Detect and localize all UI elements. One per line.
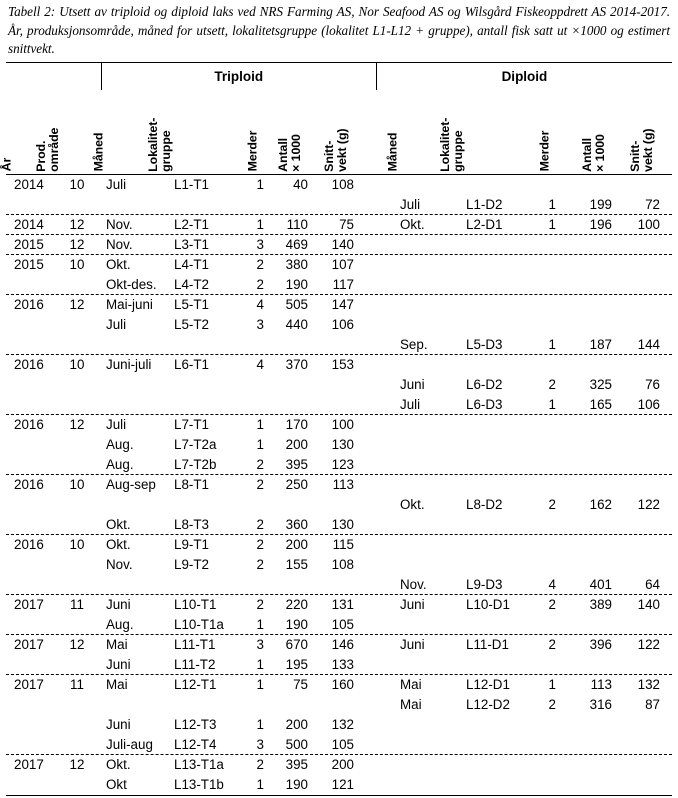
column-header-row bbox=[0, 90, 672, 174]
cell-prod-omrade: 10 bbox=[69, 176, 85, 192]
cell-merder-triploid: 3 bbox=[256, 636, 264, 652]
cell-snittvekt-diploid: 122 bbox=[637, 636, 660, 652]
column-header-line: Antall bbox=[580, 137, 595, 172]
cell-lokalitet-triploid: L5-T1 bbox=[174, 296, 209, 312]
table-body bbox=[6, 175, 672, 795]
cell-lokalitet-triploid: L7-T2a bbox=[174, 436, 217, 452]
cell-maned-triploid: Juni bbox=[106, 656, 131, 672]
column-header-line: Merder bbox=[245, 131, 260, 172]
table-row bbox=[6, 295, 672, 315]
cell-snittvekt-diploid: 87 bbox=[645, 696, 660, 712]
column-header-line: År bbox=[0, 158, 14, 172]
cell-antall-triploid: 170 bbox=[285, 416, 308, 432]
cell-lokalitet-diploid: L8-D2 bbox=[466, 496, 503, 512]
cell-antall-triploid: 200 bbox=[285, 436, 308, 452]
cell-lokalitet-triploid: L10-T1 bbox=[174, 596, 217, 612]
column-header-line: × 1000 bbox=[593, 134, 608, 172]
cell-maned-diploid: Sep. bbox=[400, 336, 428, 352]
column-header-line: Prod. bbox=[34, 140, 49, 172]
cell-antall-triploid: 440 bbox=[285, 316, 308, 332]
cell-snittvekt-triploid: 108 bbox=[331, 556, 354, 572]
cell-snittvekt-diploid: 76 bbox=[645, 376, 660, 392]
cell-merder-triploid: 1 bbox=[256, 436, 264, 452]
cell-antall-diploid: 316 bbox=[589, 696, 612, 712]
cell-lokalitet-diploid: L6-D3 bbox=[466, 396, 503, 412]
cell-snittvekt-triploid: 200 bbox=[331, 756, 354, 772]
column-header-lokalitet-triploid bbox=[147, 118, 174, 172]
cell-merder-triploid: 2 bbox=[256, 476, 264, 492]
cell-snittvekt-triploid: 147 bbox=[331, 296, 354, 312]
table-row bbox=[6, 415, 672, 435]
table-row bbox=[6, 395, 672, 415]
cell-merder-diploid: 1 bbox=[548, 336, 556, 352]
cell-merder-diploid: 4 bbox=[548, 576, 556, 592]
cell-lokalitet-triploid: L12-T1 bbox=[174, 676, 217, 692]
table-row bbox=[6, 715, 672, 735]
cell-lokalitet-triploid: L4-T2 bbox=[174, 276, 209, 292]
cell-maned-triploid: Mai bbox=[106, 676, 128, 692]
cell-antall-triploid: 200 bbox=[285, 536, 308, 552]
cell-lokalitet-triploid: L1-T1 bbox=[174, 176, 209, 192]
table-row bbox=[6, 755, 672, 775]
cell-merder-diploid: 1 bbox=[548, 676, 556, 692]
group-header-diploid: Diploid bbox=[501, 68, 548, 84]
cell-merder-triploid: 2 bbox=[256, 556, 264, 572]
table-row bbox=[6, 475, 672, 495]
cell-merder-diploid: 1 bbox=[548, 396, 556, 412]
cell-merder-triploid: 1 bbox=[256, 776, 264, 792]
cell-antall-triploid: 360 bbox=[285, 516, 308, 532]
cell-prod-omrade: 12 bbox=[69, 236, 85, 252]
cell-snittvekt-triploid: 107 bbox=[331, 256, 354, 272]
table-row bbox=[6, 635, 672, 655]
cell-antall-diploid: 187 bbox=[589, 336, 612, 352]
cell-snittvekt-triploid: 160 bbox=[331, 676, 354, 692]
column-header-line: Antall bbox=[276, 137, 291, 172]
column-header-maned-triploid bbox=[93, 133, 106, 172]
cell-merder-diploid: 2 bbox=[548, 636, 556, 652]
cell-snittvekt-triploid: 133 bbox=[331, 656, 354, 672]
cell-snittvekt-diploid: 100 bbox=[637, 216, 660, 232]
cell-antall-triploid: 200 bbox=[285, 716, 308, 732]
column-header-line: vekt (g) bbox=[335, 128, 350, 172]
cell-snittvekt-diploid: 122 bbox=[637, 496, 660, 512]
column-header-line: gruppe bbox=[159, 130, 174, 172]
cell-lokalitet-triploid: L8-T3 bbox=[174, 516, 209, 532]
cell-antall-triploid: 670 bbox=[285, 636, 308, 652]
cell-snittvekt-triploid: 153 bbox=[331, 356, 354, 372]
cell-antall-triploid: 500 bbox=[285, 736, 308, 752]
cell-maned-diploid: Okt. bbox=[400, 496, 425, 512]
cell-merder-triploid: 2 bbox=[256, 256, 264, 272]
cell-maned-triploid: Juni bbox=[106, 596, 131, 612]
table-row bbox=[6, 495, 672, 515]
cell-maned-triploid: Juli bbox=[106, 316, 127, 332]
cell-maned-diploid: Mai bbox=[400, 676, 422, 692]
cell-lokalitet-diploid: L2-D1 bbox=[466, 216, 503, 232]
cell-maned-diploid: Okt. bbox=[400, 216, 425, 232]
cell-antall-triploid: 505 bbox=[285, 296, 308, 312]
table-row bbox=[6, 195, 672, 215]
cell-snittvekt-triploid: 117 bbox=[332, 276, 354, 292]
cell-antall-triploid: 75 bbox=[293, 676, 308, 692]
cell-ar: 2014 bbox=[14, 176, 44, 192]
cell-antall-triploid: 380 bbox=[285, 256, 308, 272]
cell-snittvekt-diploid: 140 bbox=[637, 596, 660, 612]
cell-maned-triploid: Aug. bbox=[106, 456, 134, 472]
cell-snittvekt-diploid: 72 bbox=[645, 196, 660, 212]
cell-maned-triploid: Okt. bbox=[106, 756, 131, 772]
cell-antall-triploid: 190 bbox=[285, 276, 308, 292]
cell-prod-omrade: 10 bbox=[69, 356, 85, 372]
cell-merder-triploid: 3 bbox=[256, 316, 264, 332]
cell-antall-triploid: 190 bbox=[285, 776, 308, 792]
column-header-line: Snitt- bbox=[322, 140, 337, 172]
cell-antall-triploid: 395 bbox=[285, 756, 308, 772]
cell-lokalitet-triploid: L7-T2b bbox=[174, 456, 217, 472]
cell-maned-diploid: Juni bbox=[400, 636, 425, 652]
table-row bbox=[6, 655, 672, 675]
cell-maned-triploid: Juli bbox=[106, 416, 127, 432]
cell-merder-diploid: 2 bbox=[548, 696, 556, 712]
table-row bbox=[6, 555, 672, 575]
cell-ar: 2017 bbox=[14, 636, 44, 652]
cell-maned-diploid: Juni bbox=[400, 596, 425, 612]
cell-ar: 2015 bbox=[14, 256, 44, 272]
table-row bbox=[6, 515, 672, 535]
cell-ar: 2016 bbox=[14, 416, 44, 432]
cell-prod-omrade: 12 bbox=[69, 216, 85, 232]
cell-lokalitet-triploid: L13-T1b bbox=[174, 776, 224, 792]
cell-lokalitet-triploid: L9-T1 bbox=[174, 536, 209, 552]
cell-merder-diploid: 2 bbox=[548, 376, 556, 392]
cell-snittvekt-triploid: 113 bbox=[332, 476, 354, 492]
data-table bbox=[0, 62, 672, 796]
cell-lokalitet-triploid: L4-T1 bbox=[174, 256, 209, 272]
cell-snittvekt-triploid: 105 bbox=[331, 616, 354, 632]
cell-maned-triploid: Nov. bbox=[106, 236, 133, 252]
cell-merder-triploid: 2 bbox=[256, 516, 264, 532]
cell-merder-triploid: 1 bbox=[256, 616, 264, 632]
cell-lokalitet-diploid: L10-D1 bbox=[466, 596, 510, 612]
cell-prod-omrade: 10 bbox=[69, 536, 85, 552]
cell-ar: 2017 bbox=[14, 596, 44, 612]
cell-snittvekt-triploid: 140 bbox=[331, 236, 354, 252]
table-row bbox=[6, 355, 672, 375]
cell-merder-triploid: 1 bbox=[256, 176, 264, 192]
column-header-line: Lokalitet- bbox=[146, 117, 161, 172]
cell-lokalitet-triploid: L2-T1 bbox=[174, 216, 209, 232]
cell-lokalitet-triploid: L3-T1 bbox=[174, 236, 209, 252]
cell-lokalitet-diploid: L12-D1 bbox=[466, 676, 510, 692]
cell-lokalitet-diploid: L11-D1 bbox=[466, 636, 509, 652]
column-header-line: gruppe bbox=[451, 130, 466, 172]
cell-antall-triploid: 395 bbox=[285, 456, 308, 472]
cell-antall-triploid: 110 bbox=[286, 216, 308, 232]
table-row bbox=[6, 595, 672, 615]
table-row bbox=[6, 235, 672, 255]
cell-antall-triploid: 190 bbox=[285, 616, 308, 632]
table-row bbox=[6, 335, 672, 355]
table-row bbox=[6, 275, 672, 295]
column-header-line: × 1000 bbox=[289, 134, 304, 172]
cell-snittvekt-triploid: 132 bbox=[331, 716, 354, 732]
cell-snittvekt-diploid: 132 bbox=[637, 676, 660, 692]
cell-maned-triploid: Okt bbox=[106, 776, 127, 792]
table-row bbox=[6, 215, 672, 235]
cell-prod-omrade: 12 bbox=[69, 416, 85, 432]
cell-lokalitet-diploid: L6-D2 bbox=[466, 376, 503, 392]
cell-lokalitet-triploid: L5-T2 bbox=[174, 316, 209, 332]
cell-merder-triploid: 1 bbox=[256, 216, 264, 232]
cell-antall-diploid: 165 bbox=[589, 396, 612, 412]
cell-antall-diploid: 389 bbox=[589, 596, 612, 612]
cell-maned-diploid: Juli bbox=[400, 196, 421, 212]
column-header-prod-omrade bbox=[35, 128, 62, 172]
column-header-line: Lokalitet- bbox=[438, 117, 453, 172]
table-row bbox=[6, 375, 672, 395]
cell-lokalitet-triploid: L6-T1 bbox=[174, 356, 209, 372]
cell-maned-triploid: Okt. bbox=[106, 536, 131, 552]
cell-maned-triploid: Mai bbox=[106, 636, 128, 652]
cell-snittvekt-triploid: 146 bbox=[331, 636, 354, 652]
cell-maned-triploid: Juni bbox=[106, 716, 131, 732]
cell-antall-diploid: 113 bbox=[590, 676, 612, 692]
cell-lokalitet-triploid: L13-T1a bbox=[174, 756, 224, 772]
table-row bbox=[6, 435, 672, 455]
cell-prod-omrade: 10 bbox=[69, 476, 85, 492]
cell-antall-diploid: 162 bbox=[589, 496, 612, 512]
column-header-line: Måned bbox=[385, 133, 400, 172]
cell-antall-diploid: 199 bbox=[589, 196, 612, 212]
cell-maned-diploid: Nov. bbox=[400, 576, 427, 592]
cell-merder-diploid: 2 bbox=[548, 596, 556, 612]
cell-antall-diploid: 396 bbox=[589, 636, 612, 652]
table-row bbox=[6, 695, 672, 715]
cell-maned-triploid: Juni-juli bbox=[106, 356, 152, 372]
cell-maned-triploid: Okt. bbox=[106, 256, 131, 272]
cell-snittvekt-triploid: 130 bbox=[331, 436, 354, 452]
cell-antall-triploid: 220 bbox=[285, 596, 308, 612]
cell-merder-triploid: 1 bbox=[256, 676, 264, 692]
group-header-triploid: Triploid bbox=[214, 68, 264, 84]
cell-lokalitet-triploid: L12-T4 bbox=[174, 736, 217, 752]
cell-merder-triploid: 2 bbox=[256, 276, 264, 292]
cell-maned-triploid: Juli-aug bbox=[106, 736, 153, 752]
cell-lokalitet-triploid: L7-T1 bbox=[174, 416, 209, 432]
table-bottom-rule bbox=[6, 795, 672, 796]
column-header-line: Måned bbox=[91, 133, 106, 172]
column-header-line: vekt (g) bbox=[641, 128, 656, 172]
cell-ar: 2016 bbox=[14, 296, 44, 312]
cell-lokalitet-triploid: L11-T1 bbox=[174, 636, 216, 652]
cell-antall-triploid: 469 bbox=[285, 236, 308, 252]
cell-snittvekt-triploid: 123 bbox=[331, 456, 354, 472]
cell-maned-triploid: Nov. bbox=[106, 216, 133, 232]
cell-ar: 2016 bbox=[14, 476, 44, 492]
column-header-lokalitet-diploid bbox=[439, 118, 466, 172]
cell-snittvekt-triploid: 75 bbox=[339, 216, 354, 232]
cell-maned-diploid: Mai bbox=[400, 696, 422, 712]
cell-antall-triploid: 155 bbox=[285, 556, 308, 572]
cell-ar: 2017 bbox=[14, 756, 44, 772]
column-header-line: Merder bbox=[537, 131, 552, 172]
cell-merder-triploid: 1 bbox=[256, 416, 264, 432]
cell-maned-diploid: Juni bbox=[400, 376, 425, 392]
cell-merder-triploid: 3 bbox=[256, 736, 264, 752]
cell-merder-triploid: 1 bbox=[256, 656, 264, 672]
table-row bbox=[6, 255, 672, 275]
cell-ar: 2016 bbox=[14, 536, 44, 552]
table-row bbox=[6, 315, 672, 335]
table-row bbox=[6, 615, 672, 635]
cell-merder-diploid: 2 bbox=[548, 496, 556, 512]
cell-merder-triploid: 3 bbox=[256, 236, 264, 252]
cell-antall-diploid: 325 bbox=[589, 376, 612, 392]
cell-antall-diploid: 401 bbox=[589, 576, 612, 592]
cell-merder-triploid: 2 bbox=[256, 596, 264, 612]
cell-prod-omrade: 12 bbox=[69, 296, 85, 312]
cell-lokalitet-triploid: L12-T3 bbox=[174, 716, 217, 732]
column-header-antall-triploid bbox=[277, 134, 304, 172]
cell-merder-triploid: 4 bbox=[256, 356, 264, 372]
cell-prod-omrade: 12 bbox=[69, 756, 85, 772]
cell-snittvekt-diploid: 64 bbox=[645, 576, 660, 592]
table-row bbox=[6, 575, 672, 595]
cell-antall-triploid: 40 bbox=[293, 176, 308, 192]
table-caption: Tabell 2: Utsett av triploid og diploid laks ved NRS Farming AS, Nor Seafood AS og Wilsgård Fiskeoppdrett AS 2014-2017. År, produksjonsområde, måned for utsett, lokalitetsgruppe (lokalitet L1-L12 + gruppe), antall fisk satt ut ×1000 og estimert snittvekt. bbox=[8, 4, 670, 57]
cell-maned-triploid: Aug. bbox=[106, 616, 134, 632]
cell-antall-triploid: 195 bbox=[285, 656, 308, 672]
table-row bbox=[6, 175, 672, 195]
cell-lokalitet-diploid: L9-D3 bbox=[466, 576, 503, 592]
table-row bbox=[6, 455, 672, 475]
table-row bbox=[6, 735, 672, 755]
cell-merder-diploid: 1 bbox=[548, 216, 556, 232]
cell-snittvekt-triploid: 121 bbox=[331, 776, 354, 792]
cell-lokalitet-triploid: L10-T1a bbox=[174, 616, 224, 632]
cell-merder-triploid: 4 bbox=[256, 296, 264, 312]
cell-ar: 2016 bbox=[14, 356, 44, 372]
cell-snittvekt-triploid: 108 bbox=[331, 176, 354, 192]
cell-prod-omrade: 12 bbox=[69, 636, 85, 652]
cell-maned-triploid: Okt-des. bbox=[106, 276, 157, 292]
cell-lokalitet-diploid: L12-D2 bbox=[466, 696, 510, 712]
cell-merder-triploid: 2 bbox=[256, 536, 264, 552]
cell-antall-triploid: 370 bbox=[285, 356, 308, 372]
column-header-antall-diploid bbox=[581, 134, 608, 172]
cell-ar: 2015 bbox=[14, 236, 44, 252]
cell-snittvekt-triploid: 131 bbox=[331, 596, 354, 612]
cell-snittvekt-triploid: 100 bbox=[331, 416, 354, 432]
table-row bbox=[6, 775, 672, 795]
column-header-merder-triploid bbox=[247, 131, 260, 172]
cell-lokalitet-triploid: L8-T1 bbox=[174, 476, 209, 492]
column-header-snittvekt-triploid bbox=[323, 129, 350, 172]
cell-ar: 2014 bbox=[14, 216, 44, 232]
cell-antall-diploid: 196 bbox=[589, 216, 612, 232]
cell-maned-triploid: Juli bbox=[106, 176, 127, 192]
cell-lokalitet-diploid: L1-D2 bbox=[466, 196, 503, 212]
cell-prod-omrade: 11 bbox=[70, 676, 84, 692]
cell-maned-triploid: Okt. bbox=[106, 516, 131, 532]
cell-prod-omrade: 10 bbox=[69, 256, 85, 272]
column-header-line: område bbox=[47, 127, 62, 172]
cell-lokalitet-triploid: L11-T2 bbox=[174, 656, 216, 672]
cell-lokalitet-triploid: L9-T2 bbox=[174, 556, 209, 572]
cell-snittvekt-triploid: 106 bbox=[331, 316, 354, 332]
cell-merder-triploid: 2 bbox=[256, 456, 264, 472]
table-row bbox=[6, 675, 672, 695]
cell-snittvekt-triploid: 105 bbox=[331, 736, 354, 752]
cell-merder-triploid: 2 bbox=[256, 756, 264, 772]
cell-prod-omrade: 11 bbox=[70, 596, 84, 612]
cell-snittvekt-diploid: 106 bbox=[637, 396, 660, 412]
column-header-maned-diploid bbox=[387, 133, 400, 172]
cell-antall-triploid: 250 bbox=[285, 476, 308, 492]
cell-maned-triploid: Aug. bbox=[106, 436, 134, 452]
cell-maned-triploid: Mai-juni bbox=[106, 296, 153, 312]
column-header-snittvekt-diploid bbox=[629, 129, 656, 172]
column-header-line: Snitt- bbox=[628, 140, 643, 172]
cell-snittvekt-triploid: 130 bbox=[331, 516, 354, 532]
group-header-band bbox=[6, 63, 672, 90]
cell-maned-diploid: Juli bbox=[400, 396, 421, 412]
column-header-ar bbox=[1, 158, 14, 172]
cell-maned-triploid: Nov. bbox=[106, 556, 133, 572]
cell-merder-diploid: 1 bbox=[548, 196, 556, 212]
cell-ar: 2017 bbox=[14, 676, 44, 692]
table-row bbox=[6, 535, 672, 555]
cell-maned-triploid: Aug-sep bbox=[106, 476, 156, 492]
cell-lokalitet-diploid: L5-D3 bbox=[466, 336, 503, 352]
column-header-merder-diploid bbox=[539, 131, 552, 172]
cell-merder-triploid: 1 bbox=[256, 716, 264, 732]
cell-snittvekt-triploid: 115 bbox=[332, 536, 354, 552]
cell-snittvekt-diploid: 144 bbox=[637, 336, 660, 352]
